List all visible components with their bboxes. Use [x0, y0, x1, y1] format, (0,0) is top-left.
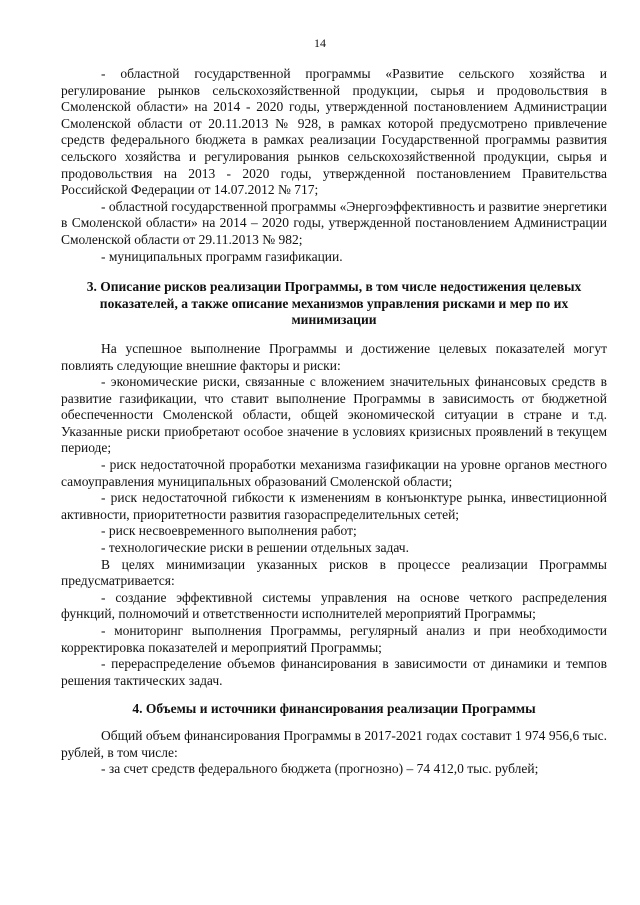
paragraph-management-system: - создание эффективной системы управления на основе четкого распределения функций, полномочий и ответственности исполнителей мероприятий Программы;: [61, 589, 607, 622]
paragraph-federal-funding: - за счет средств федерального бюджета (прогнозно) – 74 412,0 тыс. рублей;: [101, 761, 539, 777]
paragraph-municipal-programs: - муниципальных программ газификации.: [101, 248, 343, 264]
paragraph-energy-program: - областной государственной программы «Энергоэффективность и развитие энергетики в Смоленской области» на 2014 – 2020 годы, утвержденной постановлением Администрации Смоленской области от 29.11.2013 № 982;: [61, 198, 607, 247]
page-number: 14: [314, 36, 326, 50]
paragraph-agro-program: - областной государственной программы «Развитие сельского хозяйства и регулирование рынков сельскохозяйственной продукции, сырья и продовольствия в Смоленской области» на 2014 - 2020 годы, утвержденной постановлением Администрации Смоленской области от 20.11.2013 № 928, в рамках которой предусмотрено привлечение средств федерального бюджета в рамках реализации Государственной программы развития сельского хозяйства и регулирования рынков сельскохозяйственной продукции, сырья и продовольствия на 2013 - 2020 годы, утвержденной постановлением Правительства Российской Федерации от 14.07.2012 № 717;: [61, 66, 607, 198]
paragraph-tech-risk: - технологические риски в решении отдельных задач.: [101, 540, 409, 556]
section-4-heading: 4. Объемы и источники финансирования реализации Программы: [132, 701, 536, 717]
section-3-heading: 3. Описание рисков реализации Программы, в том числе недостижения целевых показателей, а также описание механизмов управления рисками и мер по их минимизации: [86, 279, 582, 328]
paragraph-total-funding: Общий объем финансирования Программы в 2017-2021 годах составит 1 974 956,6 тыс. рублей, в том числе:: [61, 727, 607, 760]
paragraph-economic-risks: - экономические риски, связанные с вложением значительных финансовых средств в развитие газификации, что ставит выполнение Программы в зависимость от бюджетной обеспеченности Смоленской области, общей экономической ситуации в стране и т.д. Указанные риски приобретают особое значение в условиях кризисных проявлений в текущем периоде;: [61, 374, 607, 456]
paragraph-mechanism-risk: - риск недостаточной проработки механизма газификации на уровне органов местного самоуправления муниципальных образований Смоленской области;: [61, 457, 607, 489]
paragraph-delay-risk: - риск несвоевременного выполнения работ;: [101, 523, 357, 539]
document-body: [61, 66, 607, 778]
paragraph-flexibility-risk: - риск недостаточной гибкости к изменениям в конъюнктуре рынка, инвестиционной активности, приоритетности развития газораспределительных сетей;: [61, 490, 607, 522]
paragraph-redistribution: - перераспределение объемов финансирования в зависимости от динамики и темпов решения тактических задач.: [61, 656, 607, 688]
paragraph-minimization-intro: В целях минимизации указанных рисков в процессе реализации Программы предусматривается:: [61, 556, 607, 589]
paragraph-monitoring: - мониторинг выполнения Программы, регулярный анализ и при необходимости корректировка показателей и мероприятий Программы;: [61, 623, 607, 655]
paragraph-risks-intro: На успешное выполнение Программы и достижение целевых показателей могут повлиять следующие внешние факторы и риски:: [61, 340, 607, 373]
